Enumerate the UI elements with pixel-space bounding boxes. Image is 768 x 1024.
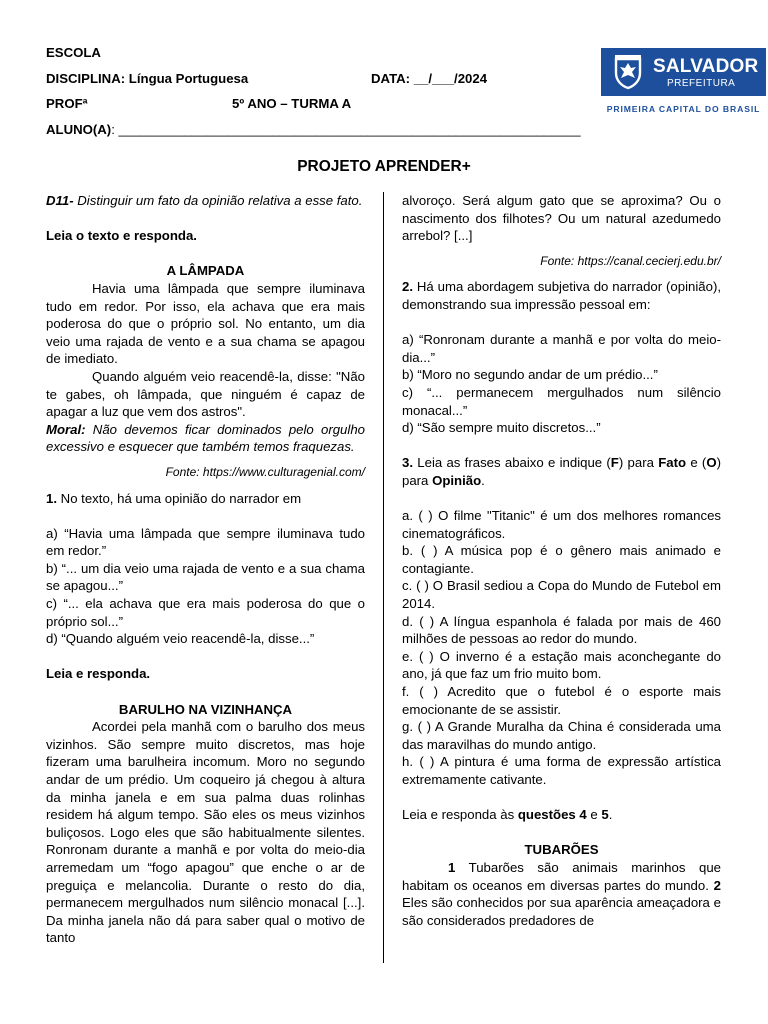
statement-a[interactable]: a. ( ) O filme "Titanic" é um dos melhores romances cinematográficos. <box>402 508 721 541</box>
school-label: ESCOLA <box>46 45 101 60</box>
logo-box <box>601 48 766 96</box>
story-paragraph: Quando alguém veio reacendê-la, disse: "Não te gabes, oh lâmpada, que ninguém é capaz de apagar a luz que vem dos astros". <box>46 368 365 420</box>
instruction-read-3 <box>402 806 721 824</box>
statement-f[interactable]: f. ( ) Acredito que o futebol é o esporte mais emocionante de se assistir. <box>402 684 721 717</box>
instruction-text: e <box>586 807 602 823</box>
student-label: ALUNO(A) <box>46 122 112 137</box>
left-column <box>46 192 365 947</box>
page-title: PROJETO APRENDER+ <box>297 158 471 175</box>
right-column <box>402 192 721 929</box>
teacher-label: PROFª <box>46 96 88 111</box>
story-paragraph <box>402 859 721 929</box>
question-number: 3. <box>402 455 413 471</box>
question-3 <box>402 454 721 489</box>
sentence-text: Tubarões são animais marinhos que habitam os oceanos em diversas partes do mundo. <box>402 859 721 893</box>
descriptor-code: D11- <box>46 193 74 208</box>
option-b[interactable]: b) “... um dia veio uma rajada de vento e a sua chama se apagou...” <box>46 560 365 594</box>
question-text: e ( <box>686 455 707 471</box>
sentence-number: 2 <box>713 877 721 893</box>
story-paragraph: Havia uma lâmpada que sempre iluminava tudo em redor. Por isso, ela achava que era mais poderosa do que o próprio sol. No entanto, um dia veio uma rajada de vento e a sua chama se apagou de imediato. <box>46 280 365 367</box>
question-number: 2. <box>402 279 413 295</box>
question-text: . <box>481 472 485 488</box>
question-text: ) para <box>618 455 659 471</box>
class-label: 5º ANO – TURMA A <box>232 96 352 111</box>
option-c[interactable]: c) “... permanecem mergulhados num silêncio monacal...” <box>402 384 721 418</box>
statement-c[interactable]: c. ( ) O Brasil sediou a Copa do Mundo de Futebol em 2014. <box>402 578 721 612</box>
student-field[interactable] <box>46 121 581 139</box>
option-d[interactable]: d) “São sempre muito discretos...” <box>402 420 601 436</box>
student-line: : _______________________________________________________________ <box>111 122 581 137</box>
descriptor-d11 <box>46 192 365 210</box>
story-paragraph: Acordei pela manhã com o barulho dos meus vizinhos. São sempre muito discretos, mas hoje fizeram uma barulheira incomum. Moro no segundo andar de um prédio. Um coqueiro já chegou à altura da minha janela e em sua palma duas rolinhas residem há algum tempo. São eles os meus vizinhos buliçosos. Logo eles que são habitualmente silentes. Ronronam durante a manhã e por volta do meio-dia arremedam um “fogo apagou” que enche o ar de preguiça e melancolia. Durante o resto do dia, permanecem mergulhados num silêncio monacal [...]. Da minha janela não dá para saber qual o motivo de tanto <box>46 719 365 946</box>
statement-b[interactable]: b. ( ) A música pop é o gênero mais animado e contagiante. <box>402 543 721 576</box>
instruction-question-ref: 5 <box>601 807 609 823</box>
fact-letter: F <box>610 455 619 471</box>
descriptor-text: Distinguir um fato da opinião relativa a esse fato. <box>73 193 363 208</box>
source-citation: Fonte: https://canal.cecierj.edu.br/ <box>540 253 721 268</box>
option-a[interactable]: a) “Ronronam durante a manhã e por volta do meio-dia...” <box>402 332 721 365</box>
logo-subtitle: PREFEITURA <box>667 78 736 89</box>
logo-tagline: PRIMEIRA CAPITAL DO BRASIL <box>606 104 761 114</box>
column-divider <box>383 192 384 963</box>
source-citation: Fonte: https://www.culturagenial.com/ <box>165 464 365 479</box>
statement-g[interactable]: g. ( ) A Grande Muralha da China é considerada uma das maravilhas do mundo antigo. <box>402 719 721 752</box>
story-moral <box>46 421 365 456</box>
story-paragraph-continued: alvoroço. Será algum gato que se aproxima? Ou o nascimento dos filhotes? Ou um natural azedumedo arrebol? [...] <box>402 193 721 244</box>
moral-label: Moral: <box>46 421 86 437</box>
statement-h[interactable]: h. ( ) A pintura é uma forma de expressão artística extremamente cativante. <box>402 754 721 787</box>
instruction-read-2: Leia e responda. <box>46 666 151 682</box>
sentence-number: 1 <box>448 859 456 875</box>
sentence-text: Eles são conhecidos por sua aparência ameaçadora e são considerados predadores de <box>402 895 721 928</box>
instruction-text: . <box>608 807 613 823</box>
instruction-read-1: Leia o texto e responda. <box>46 228 197 244</box>
option-d[interactable]: d) “Quando alguém veio reacendê-la, disse...” <box>46 631 315 647</box>
question-text: ) para <box>402 455 721 488</box>
moral-text: Não devemos ficar dominados pelo orgulho excessivo e esquecer que também temos fraquezas. <box>46 421 365 455</box>
opinion-letter: O <box>706 455 717 471</box>
logo-title: SALVADOR <box>653 56 759 77</box>
story-title-lampada: A LÂMPADA <box>166 263 245 279</box>
fact-word: Fato <box>658 455 687 471</box>
question-text: Leia as frases abaixo e indique ( <box>413 455 611 471</box>
story-title-barulho: BARULHO NA VIZINHANÇA <box>118 701 293 717</box>
statement-d[interactable]: d. ( ) A língua espanhola é falada por mais de 460 milhões de pessoas ao redor do mundo. <box>402 613 721 647</box>
question-number: 1. <box>46 490 57 506</box>
question-text: Há uma abordagem subjetiva do narrador (opinião), demonstrando sua impressão pessoal em: <box>402 279 721 312</box>
city-coat-of-arms-icon <box>609 53 647 91</box>
question-2 <box>402 278 721 313</box>
question-text: No texto, há uma opinião do narrador em <box>57 490 302 506</box>
statement-e[interactable]: e. ( ) O inverno é a estação mais aconchegante do ano, já que faz um frio muito bom. <box>402 648 721 682</box>
date-field[interactable]: DATA: __/___/2024 <box>371 71 488 86</box>
salvador-logo <box>601 48 766 116</box>
option-a[interactable]: a) “Havia uma lâmpada que sempre iluminava tudo em redor.” <box>46 525 365 559</box>
instruction-text: Leia e responda às <box>402 807 518 823</box>
story-title-tubaroes: TUBARÕES <box>524 842 599 858</box>
question-1 <box>46 490 365 508</box>
subject-label: DISCIPLINA: Língua Portuguesa <box>46 71 249 86</box>
option-b[interactable]: b) “Moro no segundo andar de um prédio...” <box>402 367 658 383</box>
instruction-question-ref: questões 4 <box>517 807 587 823</box>
option-c[interactable]: c) “... ela achava que era mais poderosa do que o próprio sol...” <box>46 596 365 629</box>
opinion-word: Opinião <box>432 472 482 488</box>
